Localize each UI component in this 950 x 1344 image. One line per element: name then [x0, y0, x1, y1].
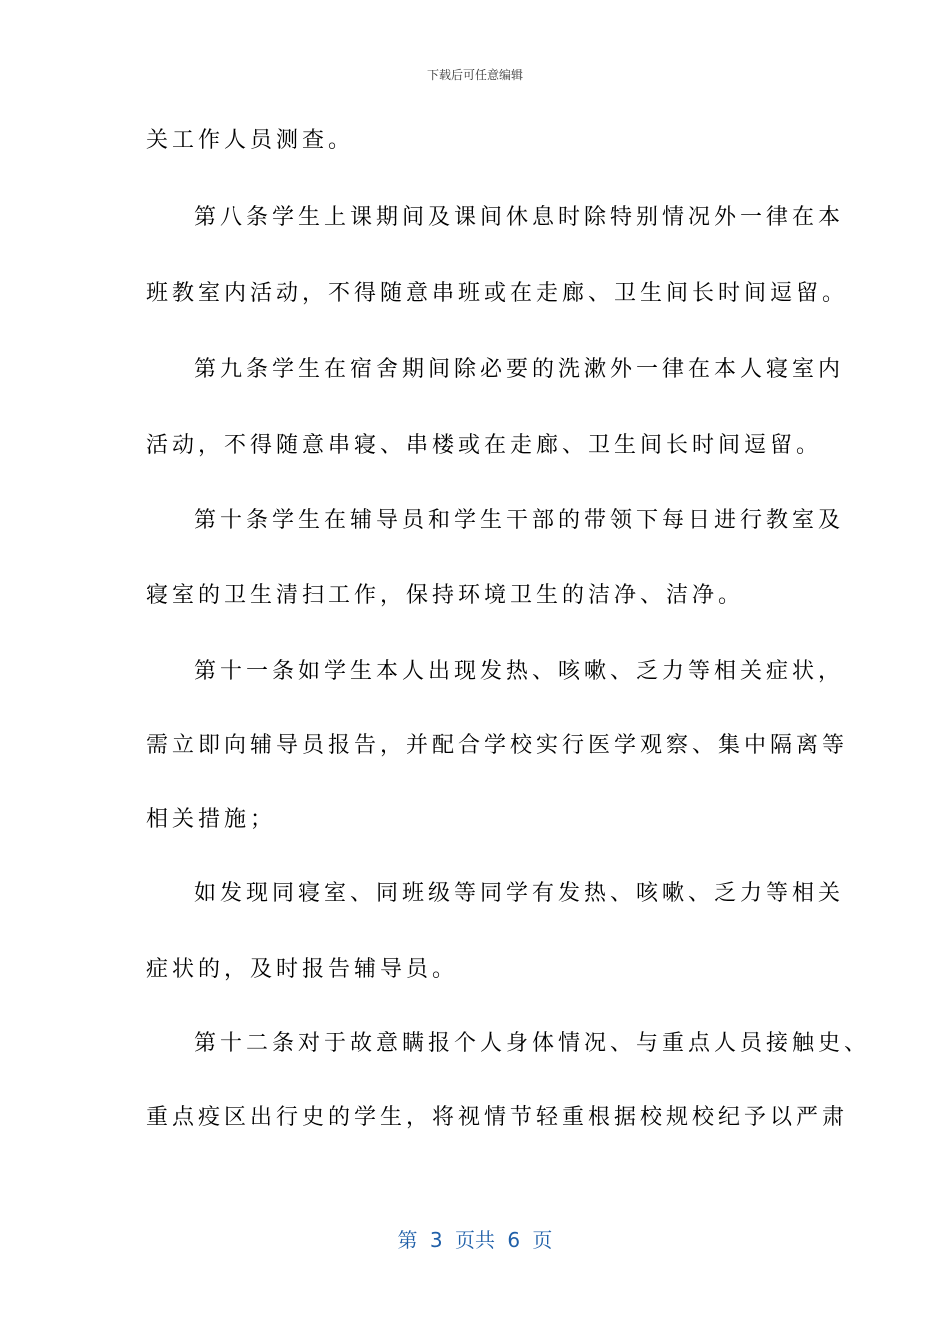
text-line: 班教室内活动，不得随意串班或在走廊、卫生间长时间逗留。	[146, 281, 849, 306]
paragraph-article-12-line-1: 第十二条对于故意瞒报个人身体情况、与重点人员接触史、	[194, 1031, 871, 1056]
text-line: 寝室的卫生清扫工作，保持环境卫生的洁净、洁净。	[146, 583, 745, 608]
page-number: 第 3 页共 6 页	[397, 1228, 553, 1252]
text-line: 相关措施；	[146, 807, 277, 832]
paragraph-article-10-line-1: 第十条学生在辅导员和学生干部的带领下每日进行教室及	[194, 508, 845, 533]
paragraph-article-9-line-1: 第九条学生在宿舍期间除必要的洗漱外一律在本人寝室内	[194, 357, 845, 382]
text-line: 症状的，及时报告辅导员。	[146, 957, 459, 982]
text-line: 活动，不得随意串寝、串楼或在走廊、卫生间长时间逗留。	[146, 433, 823, 458]
paragraph-article-8-line-1: 第八条学生上课期间及课间休息时除特别情况外一律在本	[194, 205, 845, 230]
text-line: 关工作人员测查。	[146, 128, 355, 153]
paragraph-article-11-line-1: 第十一条如学生本人出现发热、咳嗽、乏力等相关症状，	[194, 659, 845, 684]
header-note: 下载后可任意编辑	[426, 68, 523, 82]
text-line: 需立即向辅导员报告，并配合学校实行医学观察、集中隔离等	[146, 733, 849, 758]
paragraph-report-line-1: 如发现同寝室、同班级等同学有发热、咳嗽、乏力等相关	[194, 881, 845, 906]
text-line: 重点疫区出行史的学生，将视情节轻重根据校规校纪予以严肃	[146, 1105, 849, 1130]
